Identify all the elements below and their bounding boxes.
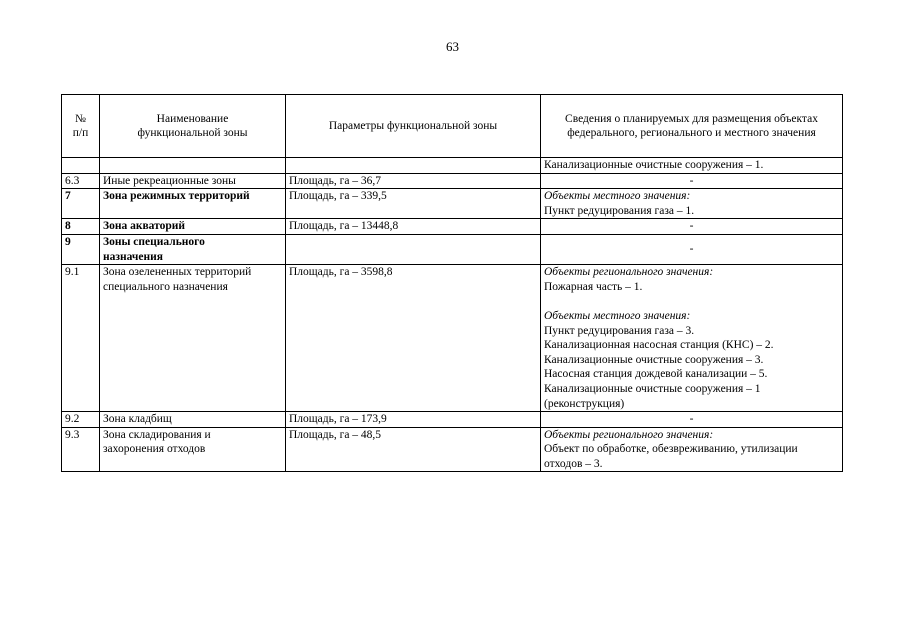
table-header-row	[62, 95, 843, 158]
cell-num: 9.1	[62, 265, 100, 412]
cell-params	[286, 234, 541, 264]
object-item: Канализационные очистные сооружения – 1	[544, 382, 761, 395]
cell-objects: -	[541, 173, 843, 189]
object-item: отходов – 3.	[544, 457, 603, 470]
cell-num: 6.3	[62, 173, 100, 189]
objects-category: Объекты регионального значения:	[544, 266, 714, 279]
object-item: (реконструкция)	[544, 397, 625, 410]
cell-num: 9.2	[62, 412, 100, 428]
cell-params: Площадь, га – 173,9	[286, 412, 541, 428]
table-row	[62, 265, 843, 412]
object-item: Пункт редуцирования газа – 1.	[544, 204, 695, 217]
table-row	[62, 234, 843, 264]
cell-num: 9	[62, 234, 100, 264]
object-item: Объект по обработке, обезвреживанию, утилизации	[544, 443, 798, 456]
functional-zones-table	[61, 94, 843, 472]
cell-params: Площадь, га – 339,5	[286, 189, 541, 219]
object-item: Насосная станция дождевой канализации – 5.	[544, 368, 768, 381]
cell-num: 7	[62, 189, 100, 219]
objects-category: Объекты местного значения:	[544, 309, 691, 322]
table-row	[62, 173, 843, 189]
cell-params: Площадь, га – 3598,8	[286, 265, 541, 412]
cell-params: Площадь, га – 36,7	[286, 173, 541, 189]
cell-name: Зона акваторий	[100, 219, 286, 235]
header-planned-objects: Сведения о планируемых для размещения объектах федерального, регионального и местного значения	[541, 95, 843, 158]
cell-name: Иные рекреационные зоны	[100, 173, 286, 189]
object-item: Канализационные очистные сооружения – 3.	[544, 353, 764, 366]
cell-params	[286, 158, 541, 174]
cell-name: Зона складирования и захоронения отходов	[100, 427, 286, 472]
object-item: Пункт редуцирования газа – 3.	[544, 324, 695, 337]
cell-objects: -	[541, 412, 843, 428]
cell-params: Площадь, га – 48,5	[286, 427, 541, 472]
table-row	[62, 412, 843, 428]
table-row	[62, 219, 843, 235]
cell-objects	[541, 265, 843, 412]
cell-num: 8	[62, 219, 100, 235]
table-row	[62, 189, 843, 219]
cell-name: Зона режимных территорий	[100, 189, 286, 219]
table-row	[62, 158, 843, 174]
cell-name: Зона кладбищ	[100, 412, 286, 428]
cell-name: Зоны специального назначения	[100, 234, 286, 264]
cell-objects	[541, 427, 843, 472]
cell-params: Площадь, га – 13448,8	[286, 219, 541, 235]
page-number: 63	[446, 39, 459, 54]
cell-objects: -	[541, 234, 843, 264]
cell-num	[62, 158, 100, 174]
cell-objects: Канализационные очистные сооружения – 1.	[541, 158, 843, 174]
header-zone-name: Наименование функциональной зоны	[100, 95, 286, 158]
table-row	[62, 427, 843, 472]
header-zone-params: Параметры функциональной зоны	[286, 95, 541, 158]
object-item: Канализационная насосная станция (КНС) – 2.	[544, 339, 774, 352]
cell-objects	[541, 189, 843, 219]
objects-category: Объекты местного значения:	[544, 190, 691, 203]
cell-num: 9.3	[62, 427, 100, 472]
cell-name	[100, 158, 286, 174]
cell-name: Зона озелененных территорий специального назначения	[100, 265, 286, 412]
objects-category: Объекты регионального значения:	[544, 428, 714, 441]
cell-objects: -	[541, 219, 843, 235]
object-item: Пожарная часть – 1.	[544, 280, 643, 293]
header-num: № п/п	[62, 95, 100, 158]
